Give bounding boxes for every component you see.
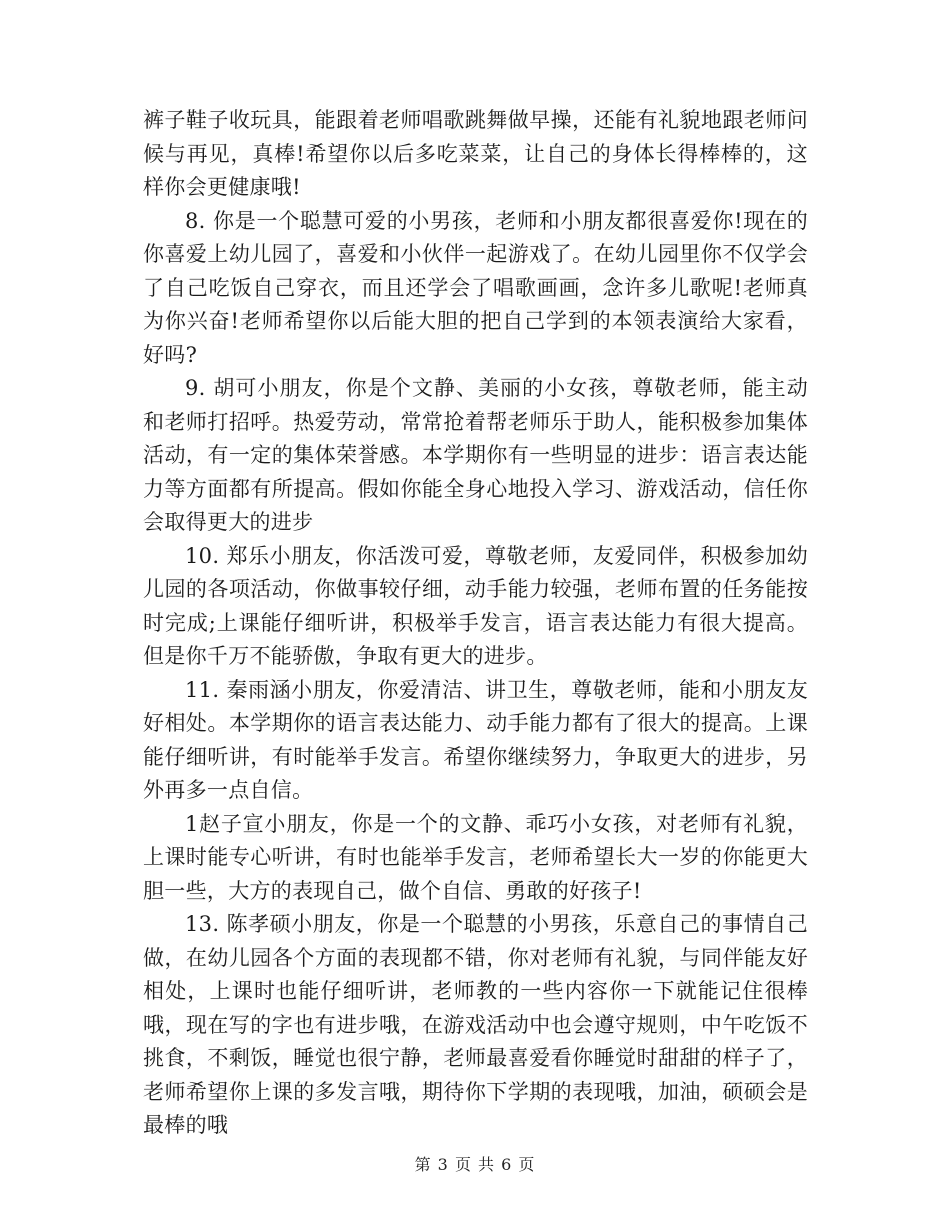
paragraph-item-13: 13. 陈孝硕小朋友，你是一个聪慧的小男孩，乐意自己的事情自己做，在幼儿园各个方面的表现都不错，你对老师有礼貌，与同伴能友好相处，上课时也能仔细听讲，老师教的一些内容你一下就能记住很棒哦，现在写的字也有进步哦，在游戏活动中也会遵守规则，中午吃饭不挑食，不剩饭，睡觉也很宁静，老师最喜爱看你睡觉时甜甜的样子了，老师希望你上课的多发言哦，期待你下学期的表现哦，加油，硕硕会是最棒的哦 xyxy=(143,912,808,1137)
paragraph-item-9: 9. 胡可小朋友，你是个文静、美丽的小女孩，尊敬老师，能主动和老师打招呼。热爱劳动，常常抢着帮老师乐于助人，能积极参加集体活动，有一定的集体荣誉感。本学期你有一些明显的进步：语言表达能力等方面都有所提高。假如你能全身心地投入学习、游戏活动，信任你会取得更大的进步 xyxy=(143,376,808,534)
document-body xyxy=(143,104,808,1143)
paragraph-continuation: 裤子鞋子收玩具，能跟着老师唱歌跳舞做早操，还能有礼貌地跟老师问候与再见，真棒!希望你以后多吃菜菜，让自己的身体长得棒棒的，这样你会更健康哦! xyxy=(143,108,808,199)
paragraph-item-12: 1赵子宣小朋友，你是一个的文静、乖巧小女孩，对老师有礼貌，上课时能专心听讲，有时也能举手发言，老师希望长大一岁的你能更大胆一些，大方的表现自己，做个自信、勇敢的好孩子! xyxy=(143,811,808,903)
paragraph-item-10: 10. 郑乐小朋友，你活泼可爱，尊敬老师，友爱同伴，积极参加幼儿园的各项活动，你做事较仔细，动手能力较强，老师布置的任务能按时完成;上课能仔细听讲，积极举手发言，语言表达能力有很大提高。但是你千万不能骄傲，争取有更大的进步。 xyxy=(143,543,808,668)
paragraph-item-8: 8. 你是一个聪慧可爱的小男孩，老师和小朋友都很喜爱你!现在的你喜爱上幼儿园了，喜爱和小伙伴一起游戏了。在幼儿园里你不仅学会了自己吃饭自己穿衣，而且还学会了唱歌画画，念许多儿歌呢!老师真为你兴奋!老师希望你以后能大胆的把自己学到的本领表演给大家看，好吗? xyxy=(143,208,808,367)
page-number-footer: 第 3 页 共 6 页 xyxy=(414,1155,536,1174)
paragraph-item-11: 11. 秦雨涵小朋友，你爱清洁、讲卫生，尊敬老师，能和小朋友友好相处。本学期你的语言表达能力、动手能力都有了很大的提高。上课能仔细听讲，有时能举手发言。希望你继续努力，争取更大的进步，另外再多一点自信。 xyxy=(143,677,808,802)
